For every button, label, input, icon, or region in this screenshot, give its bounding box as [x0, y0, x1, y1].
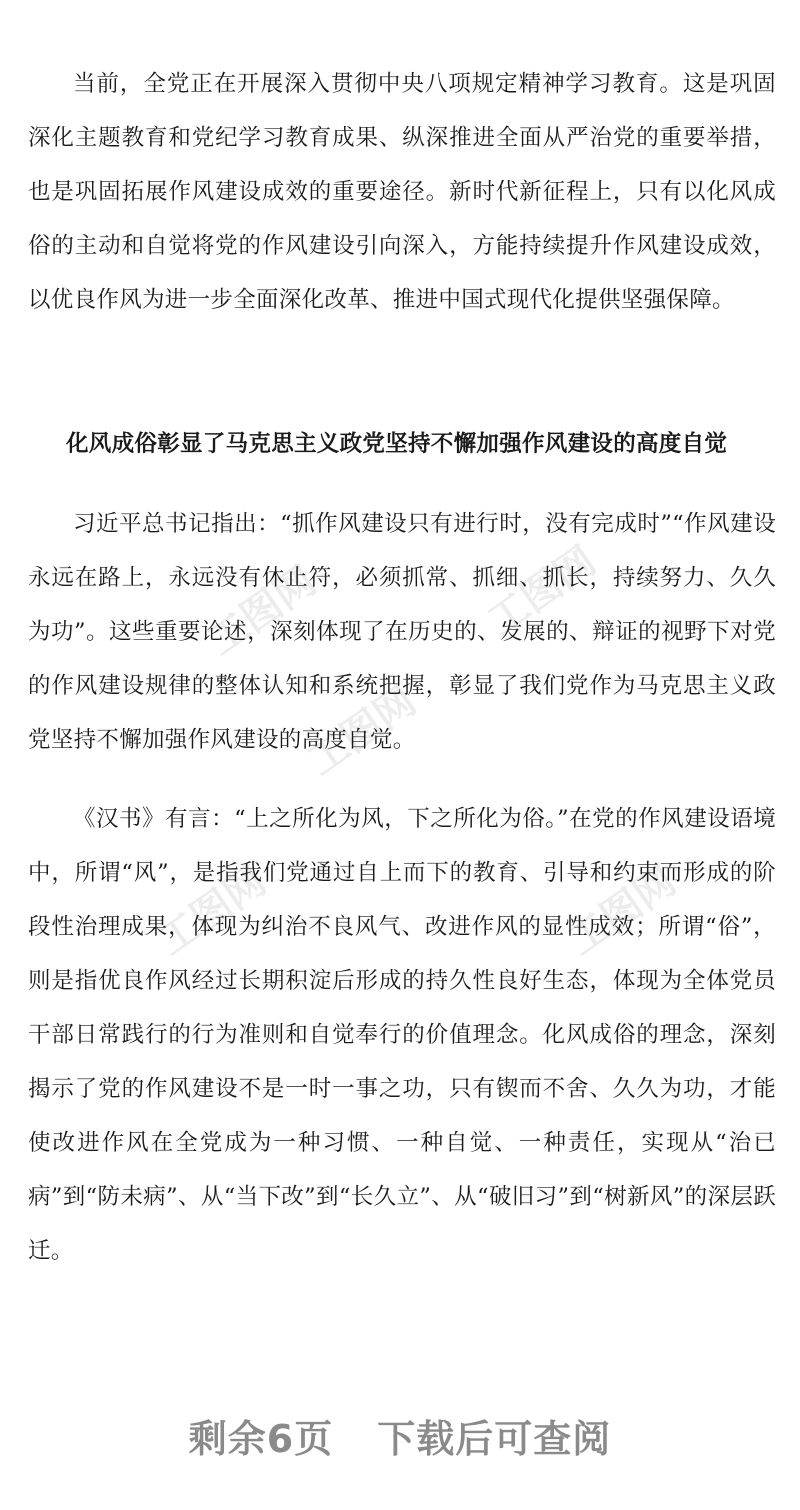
watermark: 工图网: [299, 678, 425, 785]
download-to-view-label: 下载后可查阅: [377, 1417, 612, 1461]
paragraph-intro: 当前，全党正在开展深入贯彻中央八项规定精神学习教育。这是巩固深化主题教育和党纪学习教育成果、纵深推进全面从严治党的重要举措，也是巩固拓展作风建设成效的重要途径。新时代新征程上，只有以化风成俗的主动和自觉将党的作风建设引向深入，方能持续提升作风建设成效，以优良作风为进一步全面深化改革、推进中国式现代化提供坚强保障。: [28, 71, 776, 313]
paragraph-quote: 习近平总书记指出：“抓作风建设只有进行时，没有完成时”“作风建设永远在路上，永远没有休止符，必须抓常、抓细、抓长，持续努力、久久为功”。这些重要论述，深刻体现了在历史的、发展的、辩证的视野下对党的作风建设规律的整体认知和系统把握，彰显了我们党作为马克思主义政党坚持不懈加强作风建设的高度自觉。: [28, 511, 776, 753]
remaining-pages-label: 剩余6页: [188, 1417, 334, 1461]
download-prompt[interactable]: [0, 1408, 800, 1463]
watermark: 工图网: [479, 538, 605, 645]
paragraph-hanshu: 《汉书》有言：“上之所化为风，下之所化为俗。”在党的作风建设语境中，所谓“风”，是指我们党通过自上而下的教育、引导和约束而形成的阶段性治理成果，体现为纠治不良风气、改进作风的显性成效；所谓“俗”，则是指优良作风经过长期积淀后形成的持久性良好生态，体现为全体党员干部日常践行的行为准则和自觉奉行的价值理念。化风成俗的理念，深刻揭示了党的作风建设不是一时一事之功，只有锲而不舍、久久为功，才能使改进作风在全党成为一种习惯、一种自觉、一种责任，实现从“治已病”到“防未病”、从“当下改”到“长久立”、从“破旧习”到“树新风”的深层跃迁。: [28, 806, 776, 1264]
section-heading: 化风成俗彰显了马克思主义政党坚持不懈加强作风建设的高度自觉: [66, 431, 728, 457]
watermark: 工图网: [149, 858, 275, 965]
watermark: 工图网: [199, 558, 325, 665]
watermark: 工图网: [559, 858, 685, 965]
